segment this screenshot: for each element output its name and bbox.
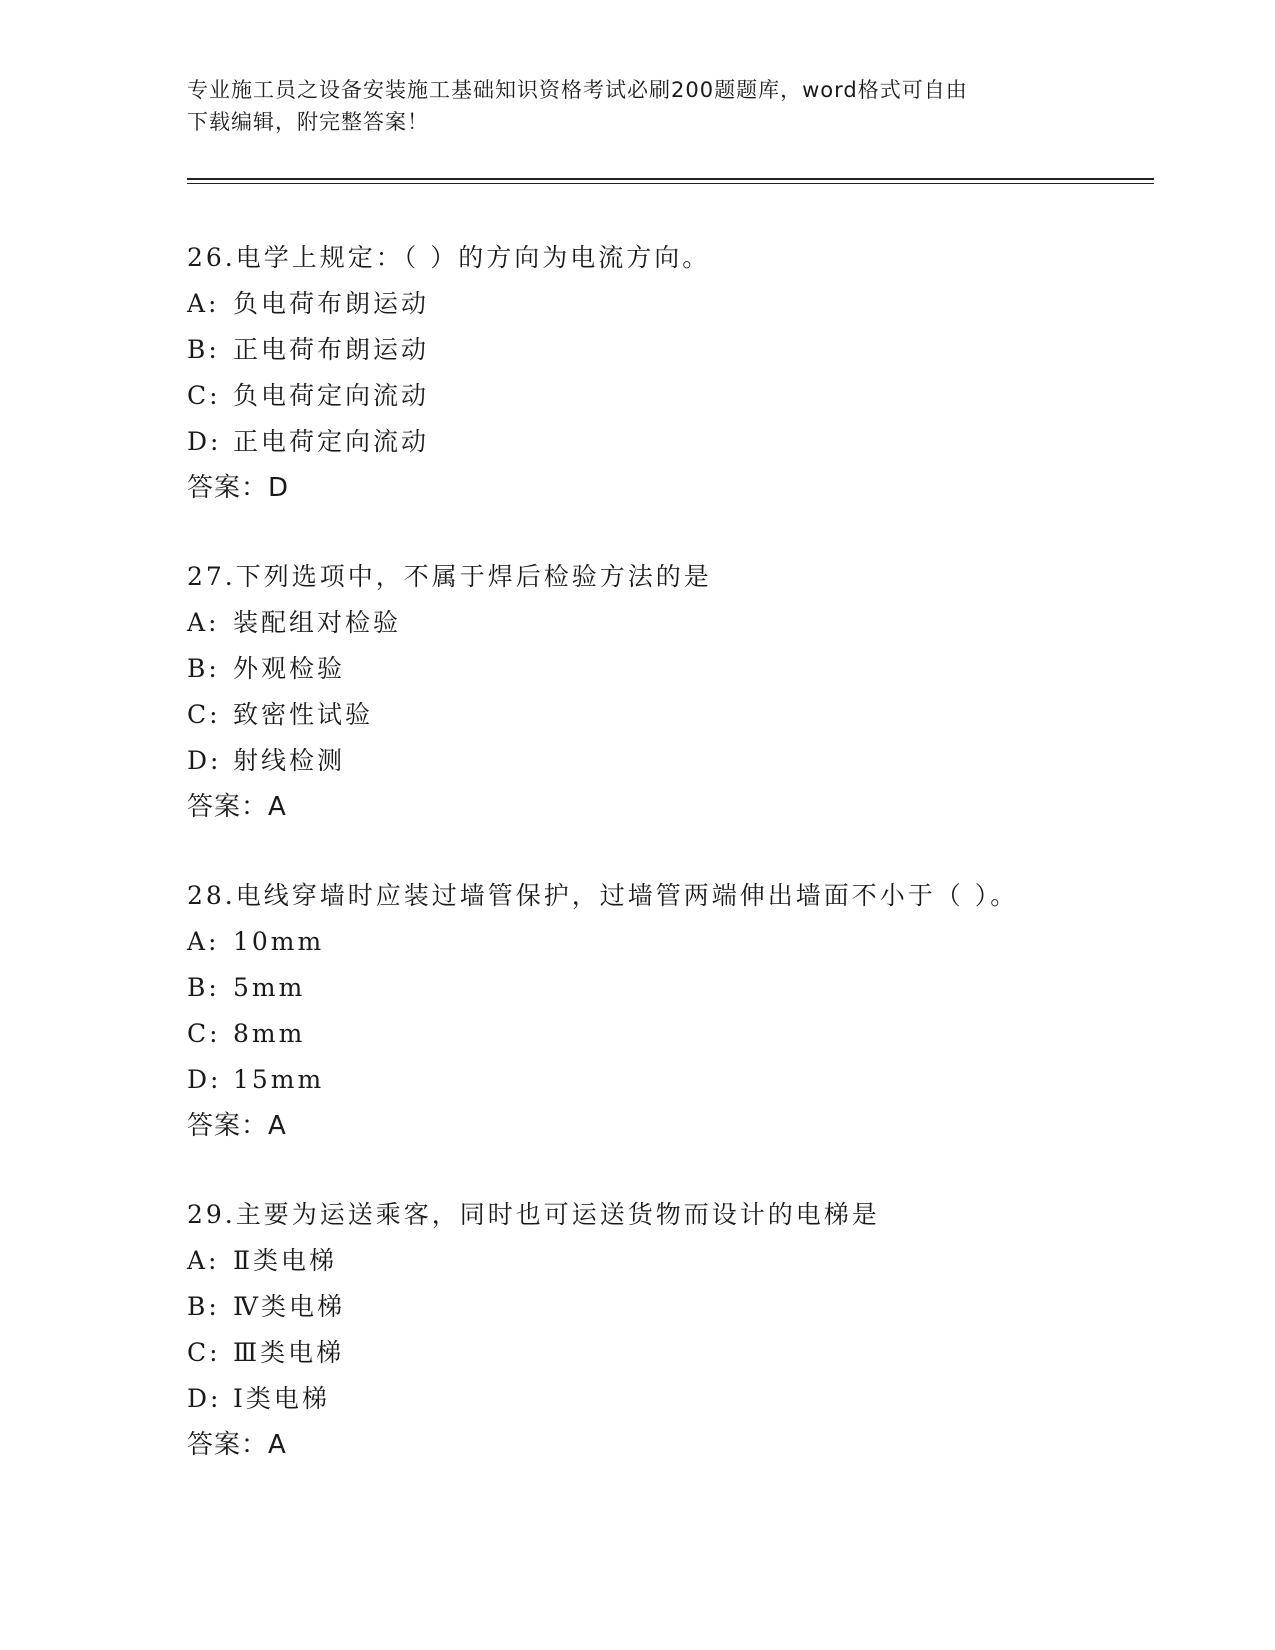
option-text: Ⅰ类电梯 (233, 1384, 330, 1413)
option-b (187, 327, 1147, 373)
question-list (187, 235, 1147, 1511)
header-divider-thick (187, 178, 1154, 180)
option-a (187, 1238, 1147, 1284)
answer-line: 答案：A (187, 1111, 287, 1141)
question-29 (187, 1192, 1147, 1511)
option-a (187, 600, 1147, 646)
option-text: 10mm (233, 927, 325, 956)
option-text: Ⅱ类电梯 (233, 1246, 337, 1275)
question-stem: 29.主要为运送乘客，同时也可运送货物而设计的电梯是 (187, 1200, 880, 1229)
option-letter: B: (187, 1292, 220, 1321)
option-c (187, 373, 1147, 419)
option-letter: C: (187, 381, 221, 410)
answer-line: 答案：A (187, 1430, 287, 1460)
question-28 (187, 873, 1147, 1192)
option-text: 15mm (233, 1065, 325, 1094)
option-a (187, 919, 1147, 965)
option-text: 8mm (233, 1019, 306, 1048)
question-stem: 27.下列选项中，不属于焊后检验方法的是 (187, 562, 712, 591)
option-letter: C: (187, 700, 221, 729)
option-c (187, 1330, 1147, 1376)
header-divider-thin (187, 183, 1154, 184)
option-text: Ⅲ类电梯 (233, 1338, 345, 1367)
option-letter: A: (187, 927, 220, 956)
question-stem: 26.电学上规定：（ ）的方向为电流方向。 (187, 243, 711, 272)
option-letter: D: (187, 1065, 222, 1094)
question-26 (187, 235, 1147, 554)
option-letter: D: (187, 427, 222, 456)
option-text: 装配组对检验 (233, 608, 402, 637)
header-line-2: 下载编辑，附完整答案！ (187, 110, 429, 134)
option-text: 负电荷定向流动 (233, 381, 430, 410)
option-text: 射线检测 (233, 746, 346, 775)
option-letter: A: (187, 608, 220, 637)
option-letter: B: (187, 335, 220, 364)
option-text: Ⅳ类电梯 (233, 1292, 345, 1321)
option-d (187, 419, 1147, 465)
option-letter: D: (187, 1384, 222, 1413)
option-text: 正电荷布朗运动 (233, 335, 430, 364)
option-letter: B: (187, 654, 220, 683)
option-d (187, 1057, 1147, 1103)
option-letter: A: (187, 289, 220, 318)
option-c (187, 1011, 1147, 1057)
option-text: 负电荷布朗运动 (233, 289, 430, 318)
option-d (187, 738, 1147, 784)
option-letter: C: (187, 1019, 221, 1048)
option-b (187, 646, 1147, 692)
question-27 (187, 554, 1147, 873)
option-letter: D: (187, 746, 222, 775)
option-b (187, 965, 1147, 1011)
header-line-1: 专业施工员之设备安装施工基础知识资格考试必刷200题题库，word格式可自由 (187, 78, 968, 102)
option-b (187, 1284, 1147, 1330)
answer-line: 答案：A (187, 792, 287, 822)
option-a (187, 281, 1147, 327)
option-text: 致密性试验 (233, 700, 374, 729)
answer-line: 答案：D (187, 473, 290, 503)
document-header (187, 74, 1087, 138)
option-letter: C: (187, 1338, 221, 1367)
option-c (187, 692, 1147, 738)
option-letter: B: (187, 973, 220, 1002)
option-letter: A: (187, 1246, 220, 1275)
question-stem: 28.电线穿墙时应装过墙管保护，过墙管两端伸出墙面不小于（ ）。 (187, 881, 1019, 910)
option-text: 5mm (233, 973, 306, 1002)
option-text: 外观检验 (233, 654, 346, 683)
option-text: 正电荷定向流动 (233, 427, 430, 456)
option-d (187, 1376, 1147, 1422)
